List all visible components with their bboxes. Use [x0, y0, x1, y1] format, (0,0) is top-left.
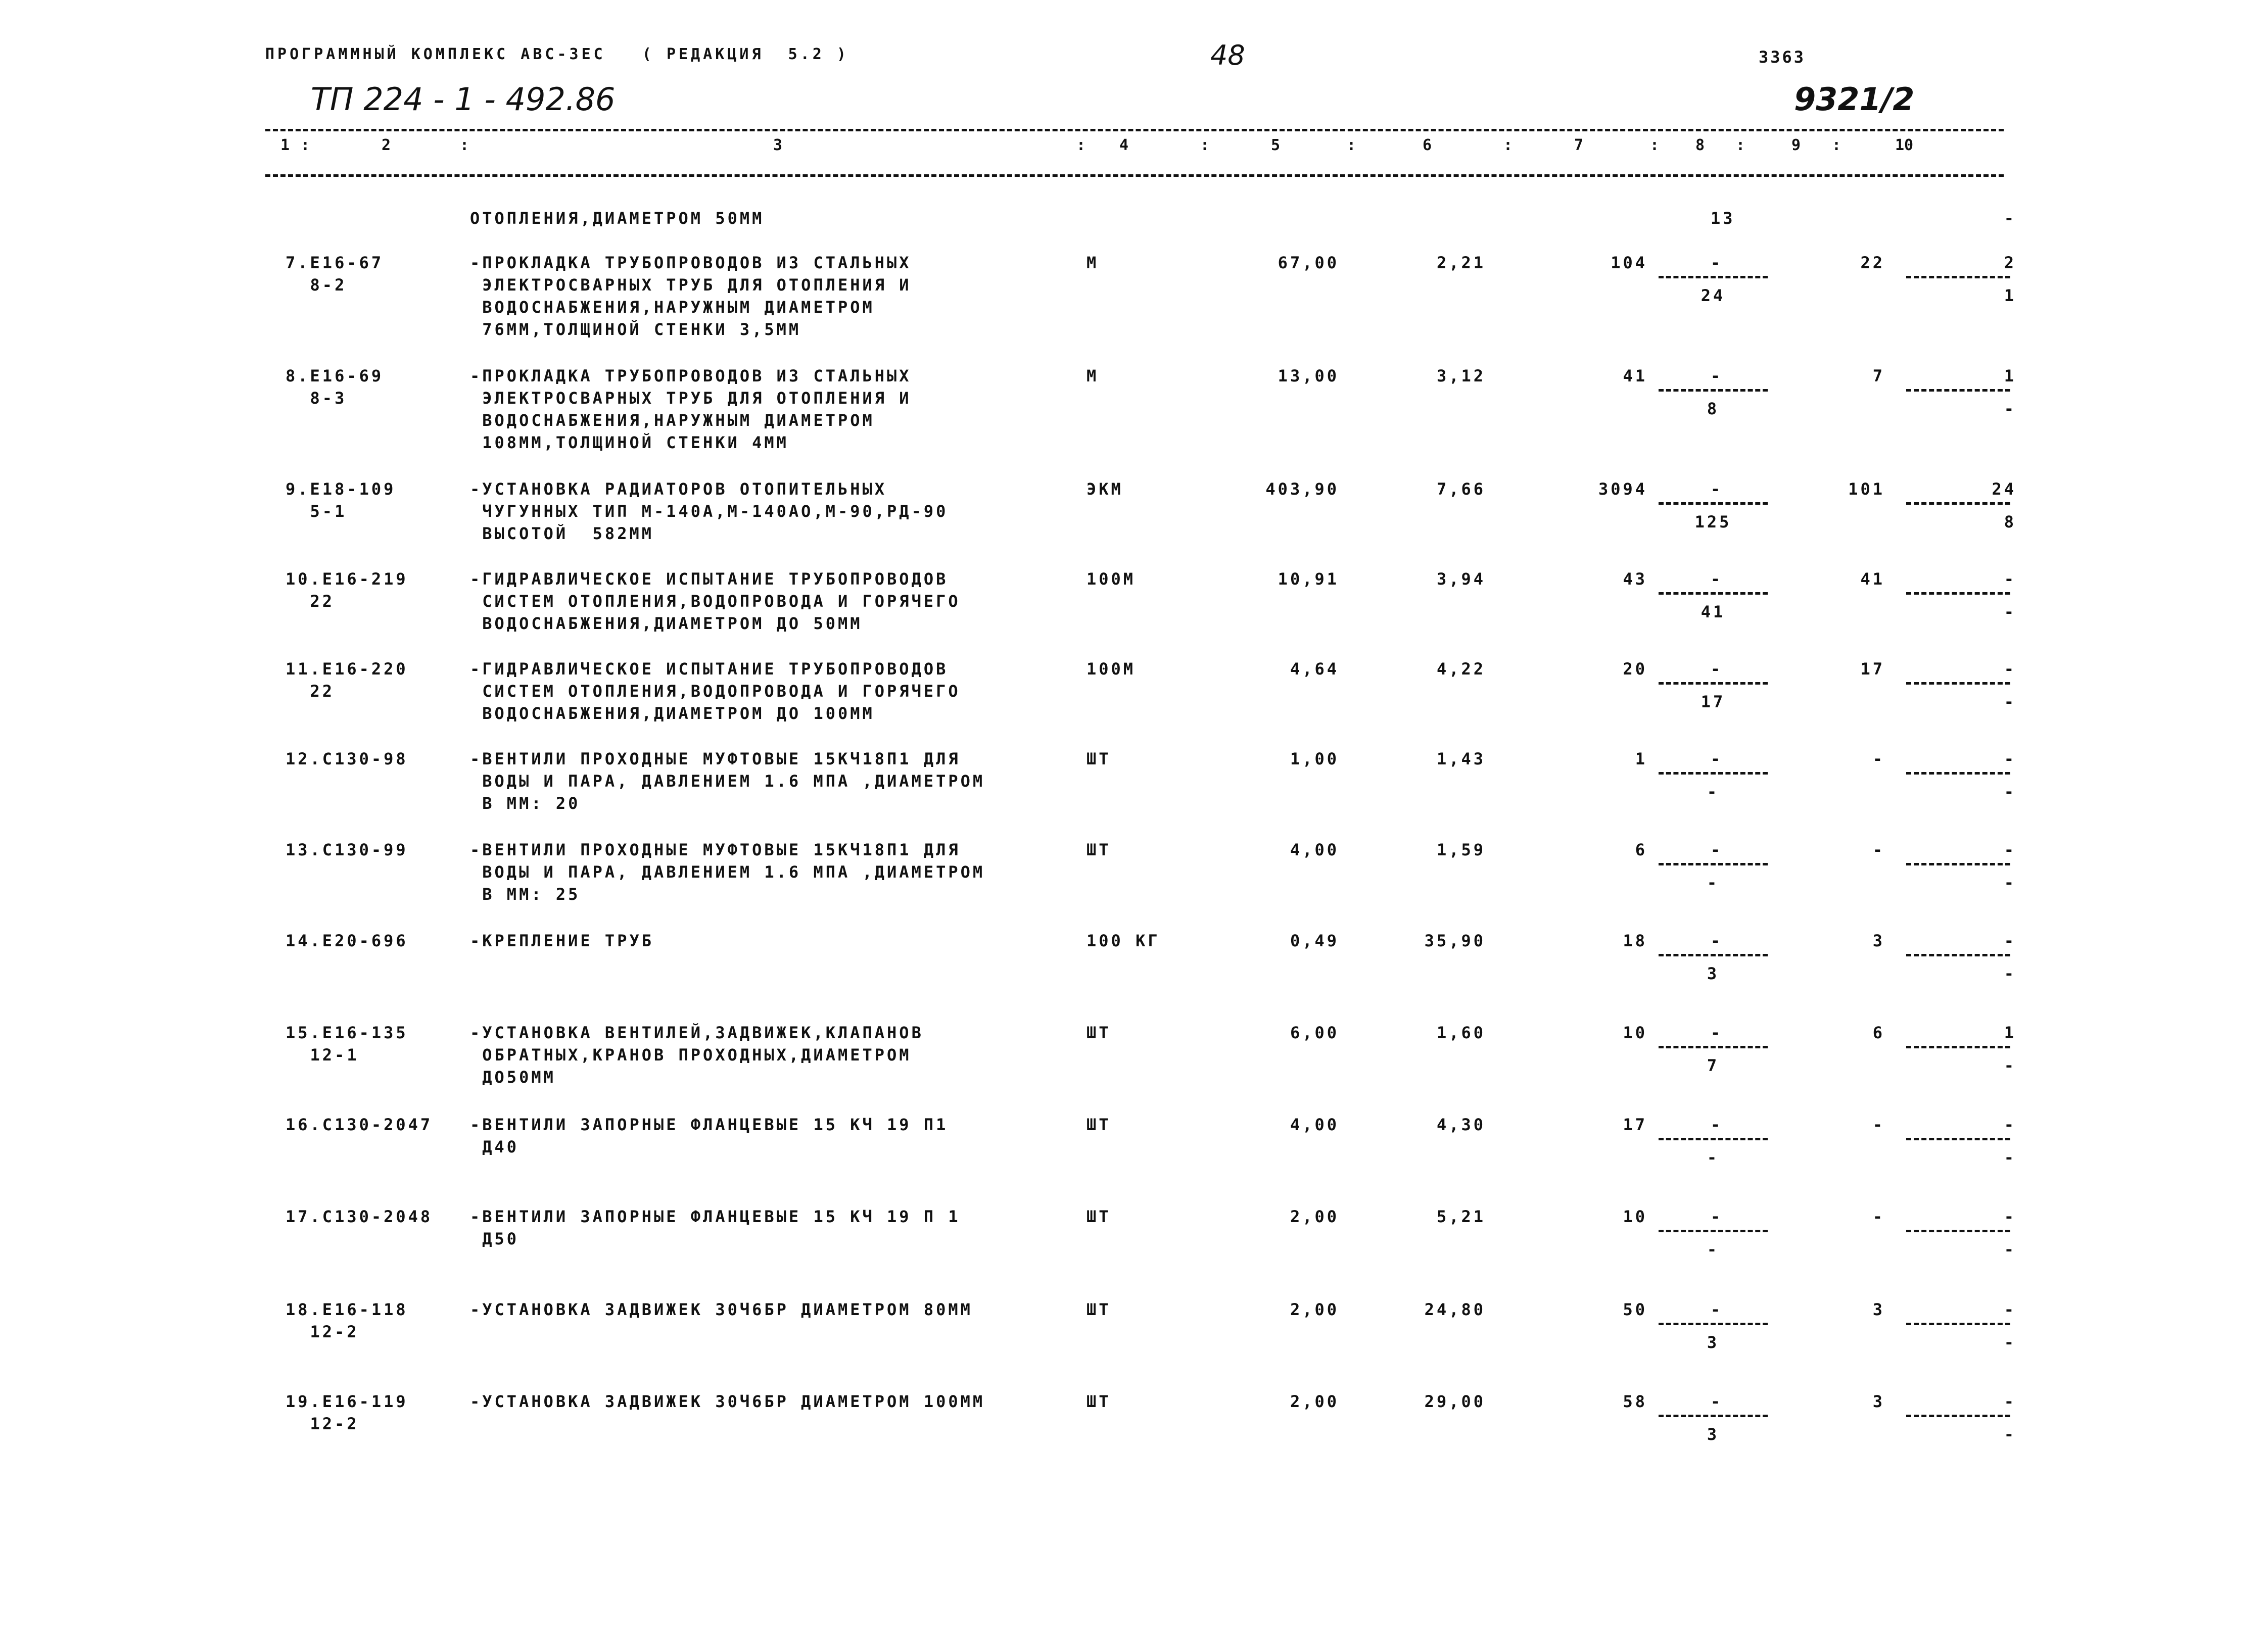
fraction-line: [1906, 276, 2010, 284]
col-header-7: 7: [1574, 136, 1584, 154]
row-description: -УСТАНОВКА ЗАДВИЖЕК 30Ч6БР ДИАМЕТРОМ 80ММ: [470, 1300, 973, 1319]
row-description: -КРЕПЛЕНИЕ ТРУБ: [470, 931, 654, 950]
col10-fraction: [1900, 748, 2016, 803]
total-cost: 18: [1623, 931, 1647, 950]
quantity: 1,00: [1290, 749, 1339, 768]
col-sep: :: [1347, 136, 1356, 154]
col9-value: 17: [1860, 659, 1885, 679]
fraction-line: [1659, 592, 1768, 601]
col8-bottom: -: [1707, 1240, 1720, 1259]
fraction-line: [1659, 1230, 1768, 1238]
col10-bottom: -: [2004, 692, 2016, 711]
total-cost: 10: [1623, 1207, 1647, 1226]
col8-bottom: 3: [1707, 964, 1720, 983]
quantity: 13,00: [1278, 366, 1339, 385]
col10-top: 1: [2004, 366, 2016, 385]
unit-price: 3,94: [1436, 569, 1486, 589]
row-description: -ВЕНТИЛИ ЗАПОРНЫЕ ФЛАНЦЕВЫЕ 15 КЧ 19 П1 Д40: [470, 1115, 949, 1156]
col10-top: 1: [2004, 1023, 2016, 1042]
col-header-5: 5: [1271, 136, 1281, 154]
col9-value: 41: [1860, 569, 1885, 589]
col-header-3: 3: [773, 136, 783, 154]
row-description: -ВЕНТИЛИ ПРОХОДНЫЕ МУФТОВЫЕ 15КЧ18П1 ДЛЯ ВОДЫ И ПАРА, ДАВЛЕНИЕМ 1.6 МПА ,ДИАМЕТРОМ В ММ: 25: [470, 840, 985, 904]
col10-fraction: [1900, 930, 2016, 985]
col9-value: 101: [1848, 479, 1885, 499]
col10-fraction: [1900, 1022, 2016, 1077]
col10-bottom: -: [2004, 873, 2016, 892]
column-header-row: [265, 136, 2004, 157]
row-description: -ВЕНТИЛИ ЗАПОРНЫЕ ФЛАНЦЕВЫЕ 15 КЧ 19 П 1 Д50: [470, 1207, 961, 1248]
col10-bottom: -: [2004, 1240, 2016, 1259]
unit-price: 1,43: [1436, 749, 1486, 768]
page-number: 48: [1210, 39, 1245, 71]
program-header: ПРОГРАММНЫЙ КОМПЛЕКС АВС-3ЕС ( РЕДАКЦИЯ 5.2 ): [265, 45, 849, 63]
unit-price: 29,00: [1424, 1392, 1486, 1411]
col10-top: -: [2004, 659, 2016, 679]
col8-fraction: [1652, 1390, 1774, 1445]
quantity: 6,00: [1290, 1023, 1339, 1042]
col8-bottom: -: [1707, 782, 1720, 801]
col9-value: 22: [1860, 253, 1885, 272]
row-description: -ПРОКЛАДКА ТРУБОПРОВОДОВ ИЗ СТАЛЬНЫХ ЭЛЕКТРОСВАРНЫХ ТРУБ ДЛЯ ОТОПЛЕНИЯ И ВОДОСНАБЖЕНИЯ,НАРУЖНЫМ ДИАМЕТРОМ 108ММ,ТОЛЩИНОЙ СТЕНКИ 4ММ: [470, 366, 912, 452]
col8-top: -: [1711, 479, 1723, 499]
quantity: 2,00: [1290, 1392, 1339, 1411]
col8-fraction: [1652, 930, 1774, 985]
col10-fraction: [1900, 1298, 2016, 1354]
sheet-number-handwritten: 9321/2: [1794, 81, 1915, 118]
quantity: 67,00: [1278, 253, 1339, 272]
fraction-line: [1659, 502, 1768, 511]
fraction-line: [1906, 954, 2010, 962]
col-header-9: 9: [1791, 136, 1801, 154]
unit: ШТ: [1086, 749, 1111, 768]
col8-top: -: [1711, 931, 1723, 950]
col8-value: [1652, 207, 1774, 229]
fraction-line: [1659, 1046, 1768, 1054]
fraction-line: [1659, 1415, 1768, 1423]
col10-bottom: -: [2004, 1056, 2016, 1075]
col10-top: -: [2004, 840, 2016, 859]
rate-code: 12.С130-98: [286, 749, 408, 768]
col-sep: :: [1650, 136, 1660, 154]
rate-code: 8.Е16-69 8-3: [286, 366, 384, 408]
unit-price: 35,90: [1424, 931, 1486, 950]
unit: ЭКМ: [1086, 479, 1123, 499]
col8-top: 13: [1711, 209, 1735, 228]
col9-value: -: [1872, 1115, 1885, 1134]
col10-top: -: [2004, 1207, 2016, 1226]
col10-top: -: [2004, 569, 2016, 589]
col10-bottom: -: [2004, 1148, 2016, 1167]
col-header-4: 4: [1119, 136, 1129, 154]
row-description: -ГИДРАВЛИЧЕСКОЕ ИСПЫТАНИЕ ТРУБОПРОВОДОВ СИСТЕМ ОТОПЛЕНИЯ,ВОДОПРОВОДА И ГОРЯЧЕГО ВОДОСНАБЖЕНИЯ,ДИАМЕТРОМ ДО 100ММ: [470, 659, 961, 723]
col9-value: 3: [1872, 931, 1885, 950]
rate-code: 19.Е16-119 12-2: [286, 1392, 408, 1433]
col10-top: 2: [2004, 253, 2016, 272]
unit-price: 4,30: [1436, 1115, 1486, 1134]
col10-top: 24: [1992, 479, 2016, 499]
unit: ШТ: [1086, 840, 1111, 859]
col-header-1: 1: [280, 136, 290, 154]
rate-code: 17.С130-2048: [286, 1207, 433, 1226]
quantity: 2,00: [1290, 1207, 1339, 1226]
fraction-line: [1906, 502, 2010, 511]
row-description: -УСТАНОВКА ВЕНТИЛЕЙ,ЗАДВИЖЕК,КЛАПАНОВ ОБРАТНЫХ,КРАНОВ ПРОХОДНЫХ,ДИАМЕТРОМ ДО50ММ: [470, 1023, 924, 1087]
row-description: -ПРОКЛАДКА ТРУБОПРОВОДОВ ИЗ СТАЛЬНЫХ ЭЛЕКТРОСВАРНЫХ ТРУБ ДЛЯ ОТОПЛЕНИЯ И ВОДОСНАБЖЕНИЯ,НАРУЖНЫМ ДИАМЕТРОМ 76ММ,ТОЛЩИНОЙ СТЕНКИ 3,5ММ: [470, 253, 912, 339]
fraction-line: [1659, 389, 1768, 398]
col9-value: -: [1872, 749, 1885, 768]
total-cost: 104: [1611, 253, 1647, 272]
col10-bottom: -: [2004, 1425, 2016, 1444]
row-description: -УСТАНОВКА РАДИАТОРОВ ОТОПИТЕЛЬНЫХ ЧУГУННЫХ ТИП М-140А,М-140АО,М-90,РД-90 ВЫСОТОЙ 582ММ: [470, 479, 949, 543]
total-cost: 43: [1623, 569, 1647, 589]
col10-bottom: 1: [2004, 286, 2016, 305]
rate-code: 14.Е20-696: [286, 931, 408, 950]
col10-top: -: [2004, 1300, 2016, 1319]
col8-top: -: [1711, 1207, 1723, 1226]
col10-fraction: [1900, 1205, 2016, 1261]
col8-fraction: [1652, 748, 1774, 803]
top-dashed-rule: [265, 129, 2004, 131]
col8-fraction: [1652, 1114, 1774, 1169]
fraction-line: [1659, 1323, 1768, 1331]
unit: ШТ: [1086, 1392, 1111, 1411]
quantity: 10,91: [1278, 569, 1339, 589]
fraction-line: [1659, 276, 1768, 284]
col-header-10: 10: [1895, 136, 1914, 154]
col8-bottom: 17: [1700, 692, 1726, 711]
fraction-line: [1659, 863, 1768, 872]
unit-price: 24,80: [1424, 1300, 1486, 1319]
col8-bottom: 8: [1707, 399, 1720, 418]
col8-bottom: 3: [1707, 1425, 1720, 1444]
col10-fraction: [1900, 365, 2016, 420]
col8-bottom: 125: [1694, 512, 1732, 532]
unit: ШТ: [1086, 1300, 1111, 1319]
col10-fraction: [1900, 1114, 2016, 1169]
col10-top: -: [2004, 931, 2016, 950]
unit: ШТ: [1086, 1115, 1111, 1134]
col10-top: -: [2004, 1392, 2016, 1411]
col8-bottom: -: [1707, 873, 1720, 892]
col8-bottom: 41: [1700, 602, 1726, 621]
rate-code: 15.Е16-135 12-1: [286, 1023, 408, 1065]
col-sep: :: [1832, 136, 1841, 154]
rate-code: 18.Е16-118 12-2: [286, 1300, 408, 1341]
unit-price: 2,21: [1436, 253, 1486, 272]
total-cost: 17: [1623, 1115, 1647, 1134]
unit: ШТ: [1086, 1207, 1111, 1226]
col10-fraction: [1900, 252, 2016, 307]
col10-bottom: -: [2004, 399, 2016, 418]
unit: 100М: [1086, 569, 1136, 589]
unit-price: 1,59: [1436, 840, 1486, 859]
total-cost: 58: [1623, 1392, 1647, 1411]
unit: 100 КГ: [1086, 931, 1160, 950]
col10-fraction: [1900, 658, 2016, 713]
col8-top: -: [1711, 1115, 1723, 1134]
quantity: 4,00: [1290, 840, 1339, 859]
col-sep: :: [301, 136, 310, 154]
col8-top: -: [1711, 569, 1723, 589]
fraction-line: [1906, 1046, 2010, 1054]
unit: М: [1086, 253, 1099, 272]
col10-value: [1900, 207, 2016, 229]
col9-value: 7: [1872, 366, 1885, 385]
col9-value: 3: [1872, 1300, 1885, 1319]
col8-bottom: 24: [1700, 286, 1726, 305]
col8-fraction: [1652, 568, 1774, 623]
quantity: 0,49: [1290, 931, 1339, 950]
col8-fraction: [1652, 478, 1774, 533]
unit-price: 4,22: [1436, 659, 1486, 679]
col-header-8: 8: [1695, 136, 1705, 154]
row-description: -УСТАНОВКА ЗАДВИЖЕК 30Ч6БР ДИАМЕТРОМ 100ММ: [470, 1392, 985, 1411]
col8-bottom: 7: [1707, 1056, 1720, 1075]
col10-top: -: [2004, 749, 2016, 768]
unit: 100М: [1086, 659, 1136, 679]
fraction-line: [1659, 772, 1768, 781]
col10-fraction: [1900, 1390, 2016, 1445]
col8-top: -: [1711, 366, 1723, 385]
fraction-line: [1906, 863, 2010, 872]
col10-fraction: [1900, 478, 2016, 533]
fraction-line: [1659, 954, 1768, 962]
fraction-line: [1906, 1323, 2010, 1331]
col8-fraction: [1652, 839, 1774, 894]
row-description: ОТОПЛЕНИЯ,ДИАМЕТРОМ 50ММ: [470, 209, 765, 228]
total-cost: 50: [1623, 1300, 1647, 1319]
total-cost: 10: [1623, 1023, 1647, 1042]
col8-fraction: [1652, 1022, 1774, 1077]
total-cost: 20: [1623, 659, 1647, 679]
rate-code: 9.Е18-109 5-1: [286, 479, 396, 521]
unit-price: 3,12: [1436, 366, 1486, 385]
col9-value: 6: [1872, 1023, 1885, 1042]
fraction-line: [1906, 682, 2010, 691]
col10-top: -: [2004, 1115, 2016, 1134]
total-cost: 3094: [1598, 479, 1647, 499]
col8-top: -: [1711, 840, 1723, 859]
col9-value: -: [1872, 1207, 1885, 1226]
col8-top: -: [1711, 659, 1723, 679]
col-sep: :: [460, 136, 469, 154]
col10-fraction: [1900, 839, 2016, 894]
fraction-line: [1906, 389, 2010, 398]
unit-price: 7,66: [1436, 479, 1486, 499]
fraction-line: [1906, 1415, 2010, 1423]
col10-fraction: [1900, 568, 2016, 623]
quantity: 4,64: [1290, 659, 1339, 679]
col8-top: -: [1711, 1392, 1723, 1411]
document-code: 3363: [1759, 47, 1806, 67]
fraction-line: [1659, 1138, 1768, 1146]
col8-top: -: [1711, 1300, 1723, 1319]
fraction-line: [1906, 772, 2010, 781]
col8-fraction: [1652, 252, 1774, 307]
quantity: 4,00: [1290, 1115, 1339, 1134]
fraction-line: [1906, 592, 2010, 601]
total-cost: 6: [1635, 840, 1647, 859]
rate-code: 10.Е16-219 22: [286, 569, 408, 611]
col8-top: -: [1711, 253, 1723, 272]
fraction-line: [1659, 682, 1768, 691]
unit: М: [1086, 366, 1099, 385]
total-cost: 41: [1623, 366, 1647, 385]
col8-fraction: [1652, 365, 1774, 420]
col10-bottom: -: [2004, 964, 2016, 983]
unit-price: 1,60: [1436, 1023, 1486, 1042]
col10-bottom: -: [2004, 602, 2016, 621]
col-header-2: 2: [382, 136, 391, 154]
col10-bottom: -: [2004, 1333, 2016, 1352]
total-cost: 1: [1635, 749, 1647, 768]
row-description: -ВЕНТИЛИ ПРОХОДНЫЕ МУФТОВЫЕ 15КЧ18П1 ДЛЯ ВОДЫ И ПАРА, ДАВЛЕНИЕМ 1.6 МПА ,ДИАМЕТРОМ В ММ: 20: [470, 749, 985, 813]
col8-fraction: [1652, 1205, 1774, 1261]
col10-bottom: -: [2004, 782, 2016, 801]
col-sep: :: [1736, 136, 1745, 154]
col-sep: :: [1076, 136, 1086, 154]
rate-code: 13.С130-99: [286, 840, 408, 859]
unit-price: 5,21: [1436, 1207, 1486, 1226]
col-sep: :: [1503, 136, 1513, 154]
project-number-handwritten: ТП 224 - 1 - 492.86: [311, 81, 616, 118]
row-description: -ГИДРАВЛИЧЕСКОЕ ИСПЫТАНИЕ ТРУБОПРОВОДОВ СИСТЕМ ОТОПЛЕНИЯ,ВОДОПРОВОДА И ГОРЯЧЕГО ВОДОСНАБЖЕНИЯ,ДИАМЕТРОМ ДО 50ММ: [470, 569, 961, 633]
quantity: 2,00: [1290, 1300, 1339, 1319]
rate-code: 7.Е16-67 8-2: [286, 253, 384, 295]
col10-bottom: 8: [2004, 512, 2016, 532]
rate-code: 11.Е16-220 22: [286, 659, 408, 701]
col8-bottom: -: [1707, 1148, 1720, 1167]
col8-top: -: [1711, 749, 1723, 768]
col9-value: 3: [1872, 1392, 1885, 1411]
fraction-line: [1906, 1138, 2010, 1146]
col9-value: -: [1872, 840, 1885, 859]
col-sep: :: [1200, 136, 1210, 154]
rate-code: 16.С130-2047: [286, 1115, 433, 1134]
quantity: 403,90: [1265, 479, 1339, 499]
col10-top: -: [2004, 209, 2016, 228]
col8-top: -: [1711, 1023, 1723, 1042]
unit: ШТ: [1086, 1023, 1111, 1042]
col8-bottom: 3: [1707, 1333, 1720, 1352]
fraction-line: [1906, 1230, 2010, 1238]
col-header-6: 6: [1423, 136, 1432, 154]
header-bottom-dashed-rule: [265, 174, 2004, 177]
col8-fraction: [1652, 1298, 1774, 1354]
col8-fraction: [1652, 658, 1774, 713]
